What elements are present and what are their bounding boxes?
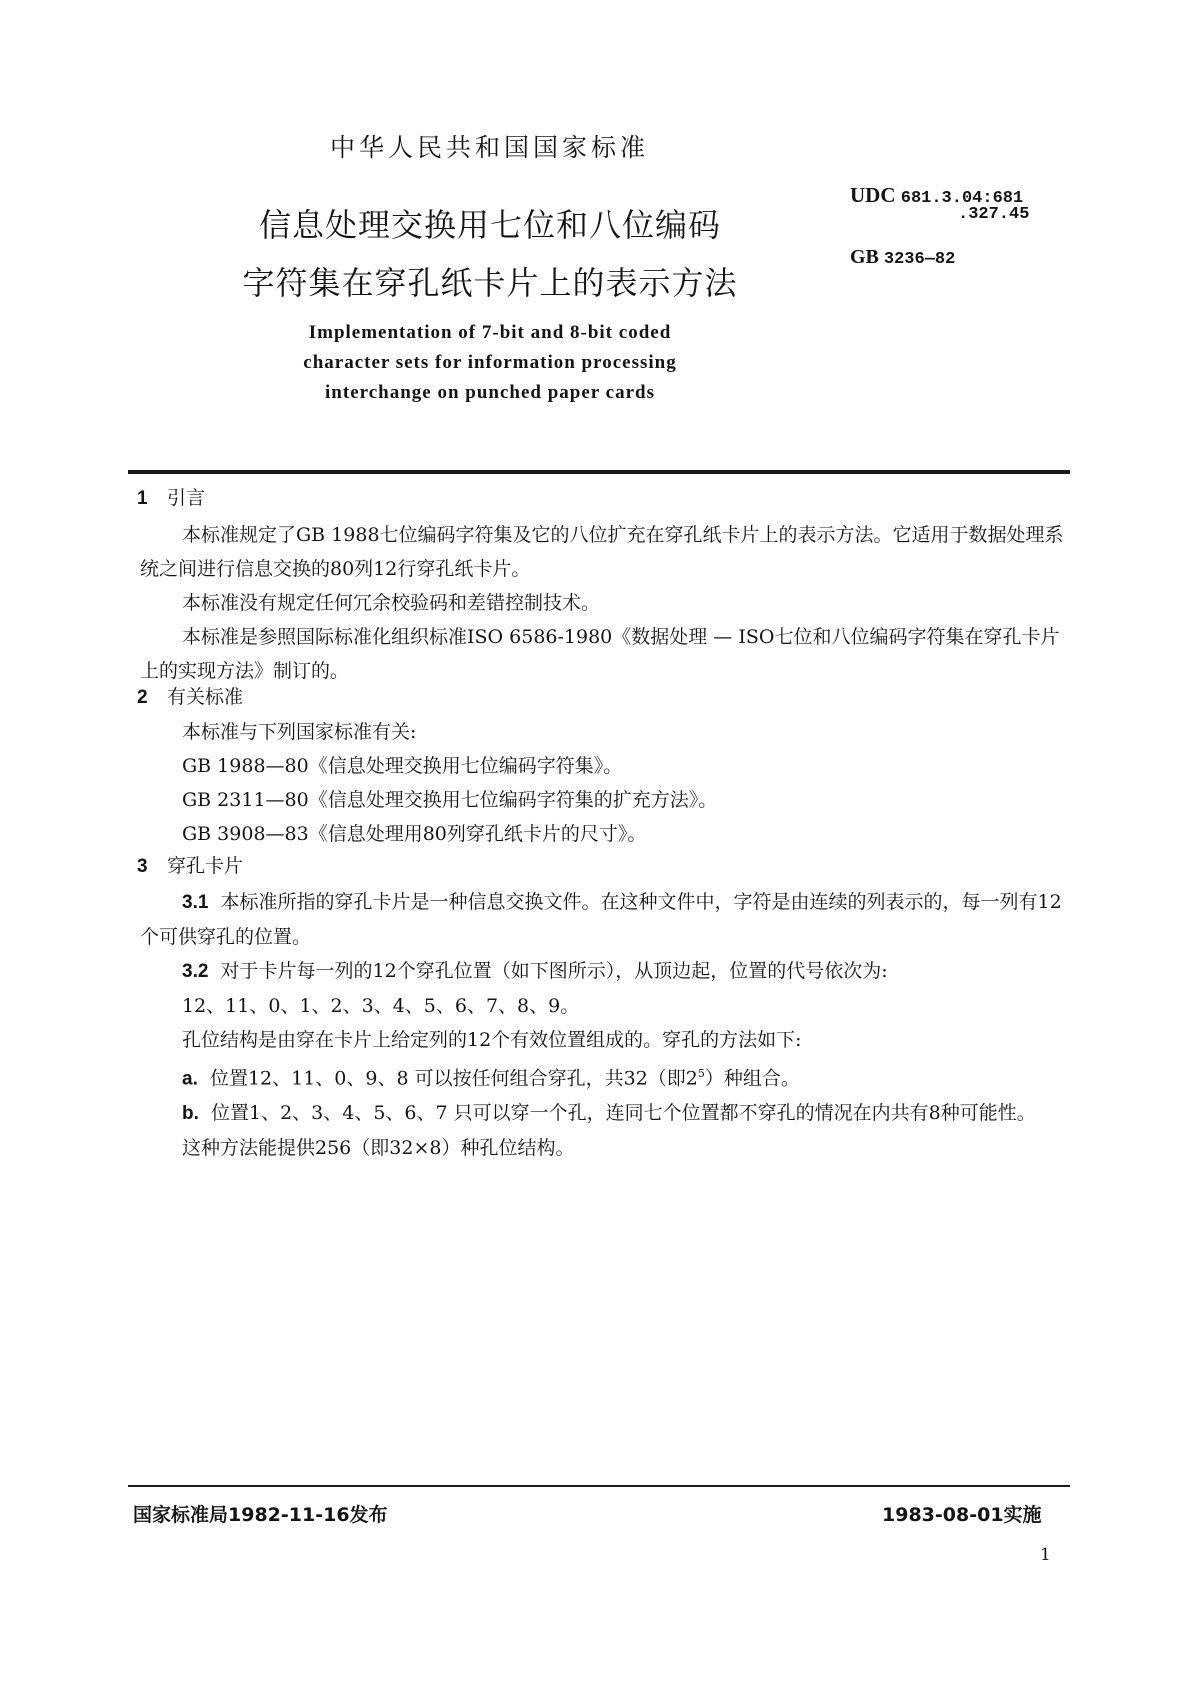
section-title: 穿孔卡片: [167, 855, 244, 877]
superscript: 5: [697, 1067, 705, 1080]
item-text: 位置1、2、3、4、5、6、7 只可以穿一个孔，连同七个位置都不穿孔的情况在内共有8种可能性。: [210, 1102, 1036, 1125]
paragraph: 本标准是参照国际标准化组织标准ISO 6586-1980《数据处理 — ISO七位和八位编码字符集在穿孔卡片上的实现方法》制订的。: [140, 626, 1060, 682]
position-codes: 12、11、0、1、2、3、4、5、6、7、8、9。: [182, 995, 580, 1017]
item-label: a.: [182, 1068, 198, 1090]
clause-3-1: [140, 885, 1070, 954]
clause-number: 3.1: [182, 892, 209, 913]
bottom-divider: [128, 1485, 1070, 1487]
section-1-heading: [137, 483, 205, 510]
title-en-line1: Implementation of 7-bit and 8-bit coded: [308, 322, 672, 343]
section-number: 1: [137, 488, 148, 509]
clause-text: 对于卡片每一列的12个穿孔位置（如下图所示），从顶边起，位置的代号依次为:: [220, 960, 888, 982]
national-standard-heading: 中华人民共和国国家标准: [330, 133, 650, 162]
effective-date: 1983-08-01实施: [882, 1504, 1042, 1526]
reference-item: GB 1988—80《信息处理交换用七位编码字符集》。: [182, 755, 623, 777]
section-title: 有关标准: [167, 686, 244, 708]
section-title: 引言: [167, 487, 206, 509]
paragraph: 本标准与下列国家标准有关:: [182, 721, 417, 743]
clause-number: 3.2: [182, 961, 209, 982]
section-3-heading: [137, 851, 243, 878]
title-en: [230, 318, 750, 408]
paragraph: 本标准规定了GB 1988七位编码字符集及它的八位扩充在穿孔纸卡片上的表示方法。它适用于数据处理系统之间进行信息交换的80列12行穿孔纸卡片。: [140, 524, 1064, 580]
title-cn-line2: 字符集在穿孔纸卡片上的表示方法: [242, 264, 738, 302]
gb-number-value: 3236—82: [883, 250, 956, 269]
gb-prefix: GB: [850, 246, 879, 268]
page-number: 1: [1040, 1545, 1051, 1565]
section-3-body: [140, 885, 1070, 1165]
item-a: [140, 1057, 1070, 1096]
item-label: b.: [182, 1103, 199, 1125]
issue-date: 国家标准局1982-11-16发布: [133, 1504, 388, 1526]
section-number: 3: [137, 856, 148, 877]
udc-prefix: UDC: [850, 183, 896, 207]
item-b: [140, 1096, 1070, 1131]
clause-text: 本标准所指的穿孔卡片是一种信息交换文件。在这种文件中，字符是由连续的列表示的，每一列有12个可供穿孔的位置。: [140, 891, 1062, 948]
gb-number: [850, 246, 955, 269]
item-text-post: ）种组合。: [704, 1067, 800, 1090]
udc-code-line2: .327.45: [958, 205, 1030, 224]
paragraph: 这种方法能提供256（即32×8）种孔位结构。: [182, 1137, 575, 1160]
paragraph: 孔位结构是由穿在卡片上给定列的12个有效位置组成的。穿孔的方法如下:: [182, 1029, 802, 1051]
top-divider: [128, 470, 1070, 474]
udc-code-line1: 681.3.04:681: [900, 189, 1024, 208]
section-2-body: [140, 715, 1070, 851]
paragraph: 本标准没有规定任何冗余校验码和差错控制技术。: [182, 592, 601, 614]
title-en-line3: interchange on punched paper cards: [325, 382, 655, 403]
reference-item: GB 3908—83《信息处理用80列穿孔纸卡片的尺寸》。: [182, 823, 647, 845]
title-cn-line1: 信息处理交换用七位和八位编码: [258, 206, 721, 244]
title-en-line2: character sets for information processing: [303, 352, 677, 373]
clause-3-2: [140, 954, 1070, 989]
section-number: 2: [137, 687, 148, 708]
section-1-body: [140, 518, 1070, 688]
item-text-pre: 位置12、11、0、9、8 可以按任何组合穿孔，共32（即2: [209, 1067, 698, 1090]
section-2-heading: [137, 682, 243, 709]
reference-item: GB 2311—80《信息处理交换用七位编码字符集的扩充方法》。: [182, 789, 718, 811]
